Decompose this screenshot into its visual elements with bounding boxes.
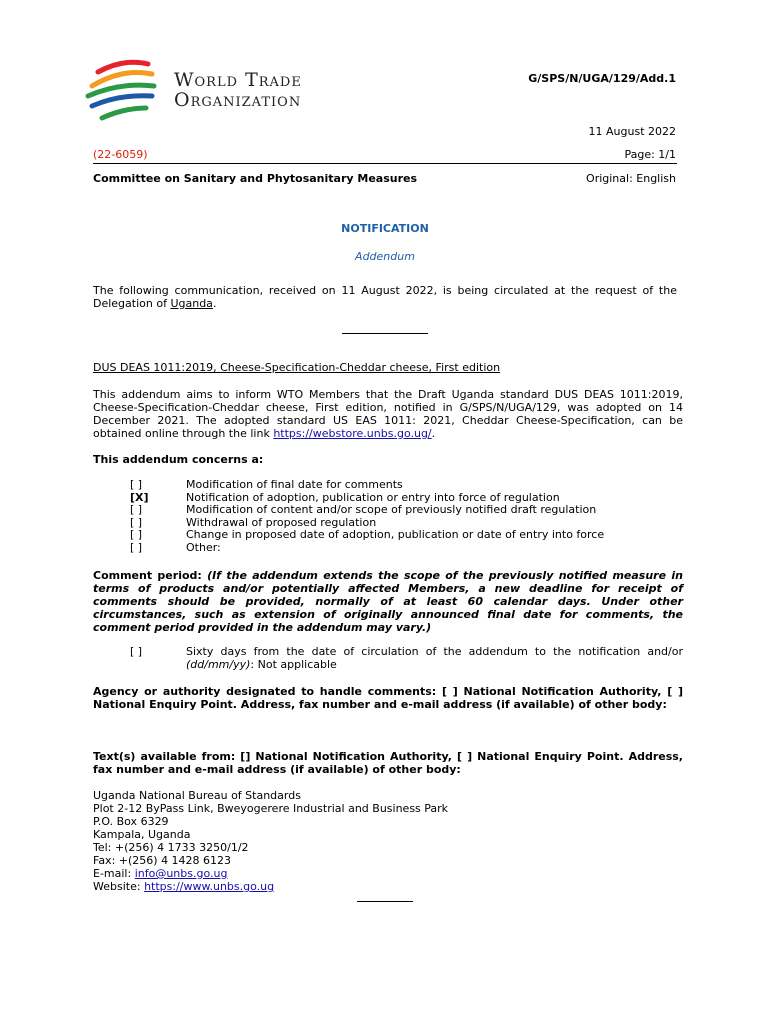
notification-subject: DUS DEAS 1011:2019, Cheese-Specification-Cheddar cheese, First edition	[93, 361, 501, 374]
concern-item	[130, 541, 730, 554]
comment-period-paragraph	[93, 569, 683, 634]
concern-label: Notification of adoption, publication or entry into force of regulation	[186, 490, 560, 504]
concern-item	[130, 503, 730, 516]
intro-text: The following communication, received on 11 August 2022, is being circulated at the request of the Delegation of	[93, 284, 677, 310]
concern-item	[130, 478, 730, 491]
address-line: Plot 2-12 ByPass Link, Bweyogerere Industrial and Business Park	[93, 802, 449, 815]
intro-member: Uganda	[170, 297, 213, 310]
concern-item	[130, 516, 730, 529]
comment-period-option	[186, 645, 683, 671]
page-title: NOTIFICATION	[341, 222, 429, 235]
wto-globe-icon	[84, 56, 164, 128]
address-line: Uganda National Bureau of Standards	[93, 789, 301, 802]
concern-label: Withdrawal of proposed regulation	[186, 515, 377, 529]
header-rule	[93, 163, 677, 164]
address-line: Fax: +(256) 4 1428 6123	[93, 854, 232, 867]
committee-name: Committee on Sanitary and Phytosanitary Measures	[93, 172, 418, 185]
original-language: Original: English	[586, 172, 676, 185]
concern-checkbox[interactable]: [X]	[130, 490, 149, 504]
document-symbol: G/SPS/N/UGA/129/Add.1	[528, 72, 676, 85]
email-line	[93, 867, 683, 880]
separator-rule	[342, 333, 428, 334]
concern-label: Other:	[186, 540, 221, 554]
webstore-link[interactable]: https://webstore.unbs.go.ug/	[273, 427, 432, 440]
comment-option-text: Sixty days from the date of circulation of the addendum to the notification and/or	[186, 645, 683, 658]
website-line	[93, 880, 683, 893]
intro-paragraph	[93, 284, 677, 310]
address-line: Kampala, Uganda	[93, 828, 191, 841]
email-label: E-mail:	[93, 867, 135, 880]
comment-period-checkbox[interactable]: [ ]	[130, 645, 143, 658]
concern-checkbox[interactable]: [ ]	[130, 540, 143, 554]
body-text: This addendum aims to inform WTO Members that the Draft Uganda standard DUS DEAS 1011:2019, Cheese-Specification-Cheddar cheese, First edition, notified in G/SPS/N/UGA/129, was adopted on 14 December 2021. The adopted standard US EAS 1011: 2021, Cheddar Cheese-Specification, can be obtained online through the link	[93, 388, 683, 440]
concern-item	[130, 528, 730, 541]
comment-option-format: (dd/mm/yy)	[186, 658, 251, 671]
page-subtitle: Addendum	[355, 250, 415, 263]
logo-arc	[92, 96, 152, 106]
logo-line-2: Organization	[174, 89, 302, 111]
address-line: Tel: +(256) 4 1733 3250/1/2	[93, 841, 249, 854]
body-paragraph	[93, 388, 683, 440]
end-rule	[357, 901, 413, 902]
concern-item	[130, 491, 730, 504]
address-block	[93, 789, 683, 893]
document-date: 11 August 2022	[588, 125, 676, 138]
concerns-heading: This addendum concerns a:	[93, 453, 264, 466]
body-end: .	[431, 427, 436, 440]
wto-logo	[84, 56, 344, 128]
logo-arc	[102, 108, 146, 118]
concern-label: Modification of final date for comments	[186, 478, 403, 491]
texts-available-paragraph: Text(s) available from: [] National Notification Authority, [ ] National Enquiry Point. Address, fax number and e-mail address (if available) of other body:	[93, 750, 683, 776]
email-link[interactable]: info@unbs.go.ug	[134, 867, 228, 880]
concerns-list	[130, 478, 730, 558]
website-label: Website:	[93, 880, 145, 893]
intro-end: .	[212, 297, 217, 310]
concern-checkbox[interactable]: [ ]	[130, 503, 143, 516]
concern-checkbox[interactable]: [ ]	[130, 515, 143, 529]
page-indicator: Page: 1/1	[624, 148, 676, 161]
website-link[interactable]: https://www.unbs.go.ug	[144, 880, 275, 893]
comment-option-value: : Not applicable	[250, 658, 337, 671]
comment-period-label: Comment period:	[93, 569, 202, 582]
address-line: P.O. Box 6329	[93, 815, 169, 828]
concern-label: Change in proposed date of adoption, publication or date of entry into force	[186, 528, 605, 541]
agency-paragraph: Agency or authority designated to handle comments: [ ] National Notification Authority, [ ] National Enquiry Point. Address, fax number and e-mail address (if available) of other body:	[93, 685, 683, 711]
concern-checkbox[interactable]: [ ]	[130, 478, 143, 491]
comment-period-text: (If the addendum extends the scope of the previously notified measure in terms of products and/or potentially affected Members, a new deadline for receipt of comments should be provided, normally of at least 60 calendar days. Under other circumstances, such as extension of originally announced final date for comments, the comment period provided in the addendum may vary.)	[93, 569, 683, 634]
logo-line-1: World Trade	[174, 69, 302, 91]
concern-label: Modification of content and/or scope of previously notified draft regulation	[186, 503, 597, 516]
document-number: (22-6059)	[93, 148, 148, 161]
concern-checkbox[interactable]: [ ]	[130, 528, 143, 541]
